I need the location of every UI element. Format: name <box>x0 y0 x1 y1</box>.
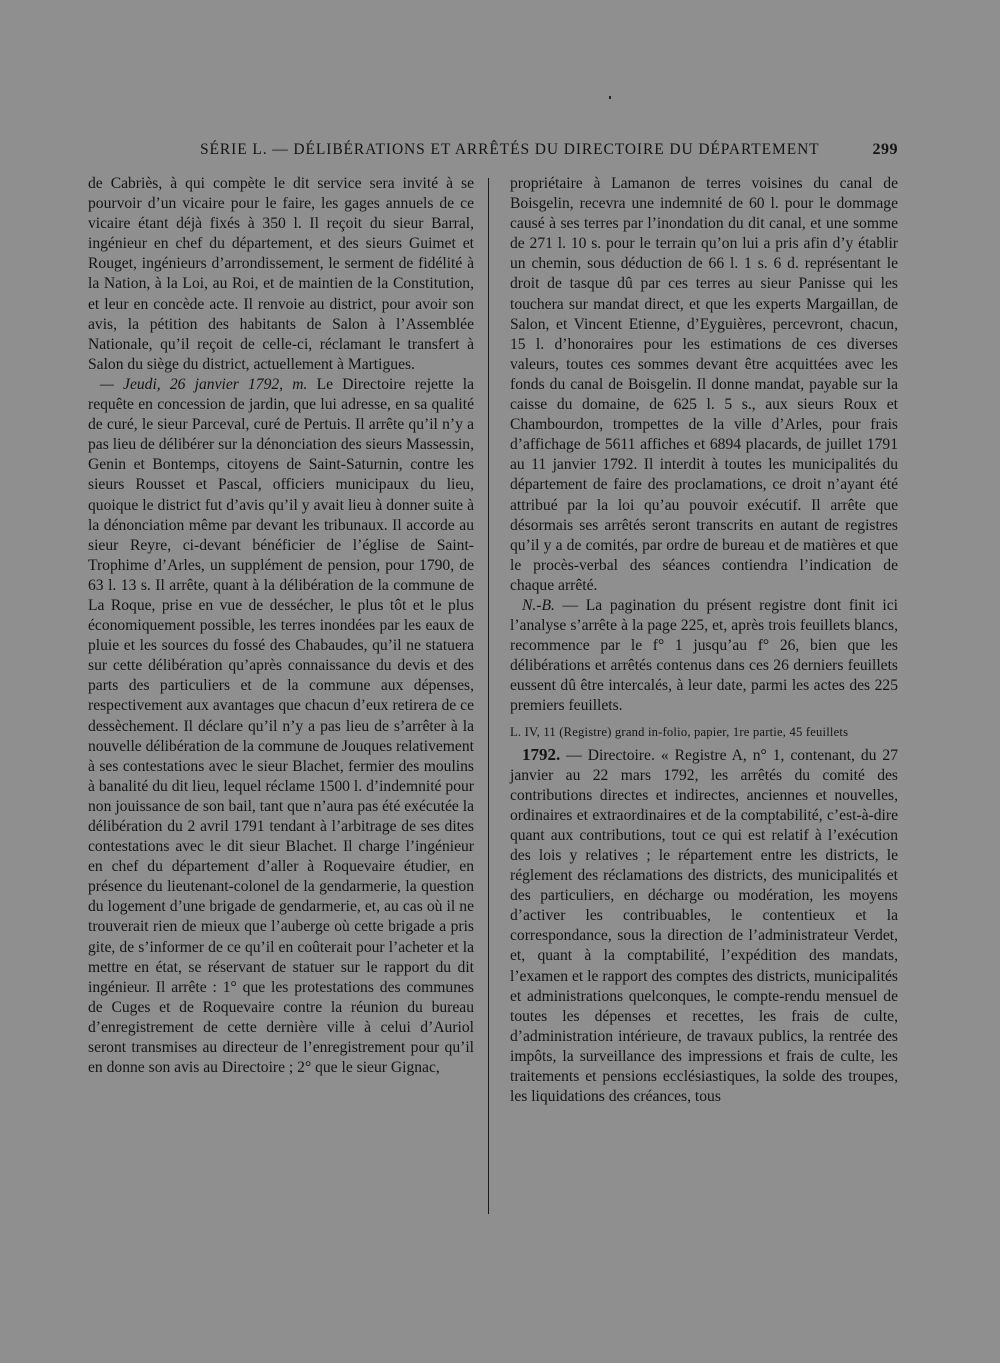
page-number: 299 <box>872 141 898 158</box>
left-column <box>88 174 474 1078</box>
header-title: SÉRIE L. — DÉLIBÉRATIONS ET ARRÊTÉS DU DIRECTOIRE DU DÉPARTEMENT <box>200 141 820 158</box>
entry-body: — Directoire. « Registre A, n° 1, contenant, du 27 janvier au 22 mars 1792, les arrêtés du comité des contributions directes et indirectes, anciennes et nouvelles, ordinaires et extraordinaires et de la comptabilité, c’est-à-dire quant aux contributions, tout ce qui est relatif à l’exécution des lois y relatives ; le répartement entre les districts, le réglement des réclamations des districts, des municipalités et des particuliers, en décharge ou modération, les moyens d’activer les contribuables, le contentieux et la correspondance, sous la direction de l’administrateur Verdet, et, quant à la comptabilité, l’expédition des mandats, l’examen et le rapport des comptes des districts, municipalités et administrations quelconques, le compte-rendu mensuel de toutes les dépenses et recettes, les frais de culte, d’administration intérieure, de travaux publics, la rentrée des impôts, la surveillance des impressions et frais de culte, les traitements et pensions ecclésiastiques, la solde des troupes, les liquidations des créances, tous <box>510 746 899 1106</box>
nb-label: N.-B. <box>522 596 555 614</box>
right-column <box>510 174 898 1107</box>
dateline: — Jeudi, 26 janvier 1792, m. <box>100 375 308 393</box>
left-paragraph-1: de Cabriès, à qui compète le dit service sera invité à se pourvoir d’un vicaire pour le faire, les gages annuels de ce vicaire étant déjà fixés à 350 l. Il reçoit du sieur Barral, ingénieur en chef du département, et des sieurs Guimet et Rouget, ingénieurs d’arrondissement, le serment de fidélité à la Nation, à la Loi, au Roi, et de maintien de la Constitution, et leur en concède acte. Il renvoie au district, pour avoir son avis, la pétition des habitants de Salon à l’Assemblée Nationale, qu’il reçoit de celle-ci, réclamant le transfert à Salon du siège du district, actuellement à Martigues. <box>88 175 474 373</box>
column-divider <box>488 178 489 1214</box>
running-header <box>88 141 900 163</box>
archive-reference: L. IV, 11 (Registre) grand in-folio, papier, 1re partie, 45 feuillets <box>510 724 849 739</box>
nb-body: — La pagination du présent registre dont finit ici l’analyse s’arrête à la page 225, et, après trois feuillets blancs, recommence par le f° 1 jusqu’au f° 26, bien que les délibérations et arrêtés contenus dans ces 26 derniers feuillets eussent dû être intercalés, à leur date, parmi les actes des 225 premiers feuillets. <box>510 596 898 715</box>
nb-note <box>510 596 898 717</box>
entry-year: 1792. <box>522 744 561 764</box>
ink-speck <box>609 96 611 99</box>
left-paragraph-2 <box>88 375 474 1078</box>
right-paragraph-1: propriétaire à Lamanon de terres voisines du canal de Boisgelin, recevra une indemnité de 60 l. pour le dommage causé à ses terres par l’inondation du dit canal, et une somme de 271 l. 10 s. pour le terrain qu’on lui a pris afin d’y établir un chemin, sous déduction de 66 l. 1 s. 6 d. représentant le droit de tasque dû par ces terres au sieur Panisse qui les touchera sur mandat direct, et que les experts Margaillan, de Salon, et Vincent Etienne, d’Eyguières, percevront, chacun, 15 l. d’honoraires pour les estimations de ces diverses valeurs, toutes ces sommes devant être acquittées avec les fonds du canal de Boisgelin. Il donne mandat, payable sur la caisse du domaine, de 625 l. 5 s., aux sieurs Roux et Chambourdon, trompettes de la ville d’Arles, pour frais d’affichage de 5611 affiches et 6894 placards, de juillet 1791 au 11 janvier 1792. Il interdit à toutes les municipalités du département de faire des proclamations, ce droit n’ayant été attribué par la loi qu’au pouvoir exécutif. Il arrête que désormais ses arrêtés seront transcrits en autant de registres qu’il y a de comités, par ordre de bureau et de matières et que le procès-verbal des séances contiendra l’indication de chaque arrêté. <box>510 175 898 594</box>
left-paragraph-2-body: Le Directoire rejette la requête en concession de jardin, que lui adresse, en sa qualité de curé, le sieur Parceval, curé de Pertuis. Il arrête qu’il n’y a pas lieu de délibérer sur la dénonciation des sieurs Massessin, Genin et Bontemps, citoyens de Saint-Saturnin, contre les sieurs Rousset et Pascal, officiers municipaux du lieu, quoique le district fut d’avis qu’il y avait lieu à donner suite à la dénonciation même par devant les tribunaux. Il accorde au sieur Reyre, ci-devant bénéficier de l’église de Saint-Trophime d’Arles, un supplément de pension, pour 1790, de 63 l. 13 s. Il arrête, quant à la délibération de la commune de La Roque, prise en vue de dessécher, le plus tôt et le plus économiquement possible, les terres inondées par les eaux de pluie et les sources du fossé des Chabaudes, qu’il ne statuera sur cette délibération qu’après connaissance du devis et des parts des particuliers et de la commune aux dépenses, respectivement aux avantages que chacun d’eux retirera de ce dessèchement. Il déclare qu’il n’y a pas lieu de s’arrêter à la nouvelle délibération de la commune de Jouques relativement à ses contestations avec le sieur Blachet, fermier des moulins à banalité du dit lieu, lequel réclame 1500 l. d’indemnité pour non jouissance de son bail, tant que n’aura pas été exécutée la délibération du 2 avril 1791 tendant à l’arbitrage de ses dites contestations avec le dit sieur Blachet. Il charge l’ingénieur en chef du département d’aller à Roquevaire étudier, en présence du lieutenant-colonel de la gendarmerie, la question du logement d’une brigade de gendarmerie, et, au cas où il ne trouverait rien de mieux que l’auberge où cette brigade a pris gite, de s’informer de ce qu’il en coûterait pour l’acheter et la mettre en état, se réservant de statuer sur le rapport du dit ingénieur. Il arrête : 1° que les protestations des communes de Cuges et de Roquevaire contre la réunion du bureau d’enregistrement de cette dernière ville à celui d’Auriol seront transmises au directeur de l’enregistrement pour qu’il en donne son avis au Directoire ; 2° que le sieur Gignac, <box>88 375 474 1077</box>
register-entry <box>510 745 898 1108</box>
